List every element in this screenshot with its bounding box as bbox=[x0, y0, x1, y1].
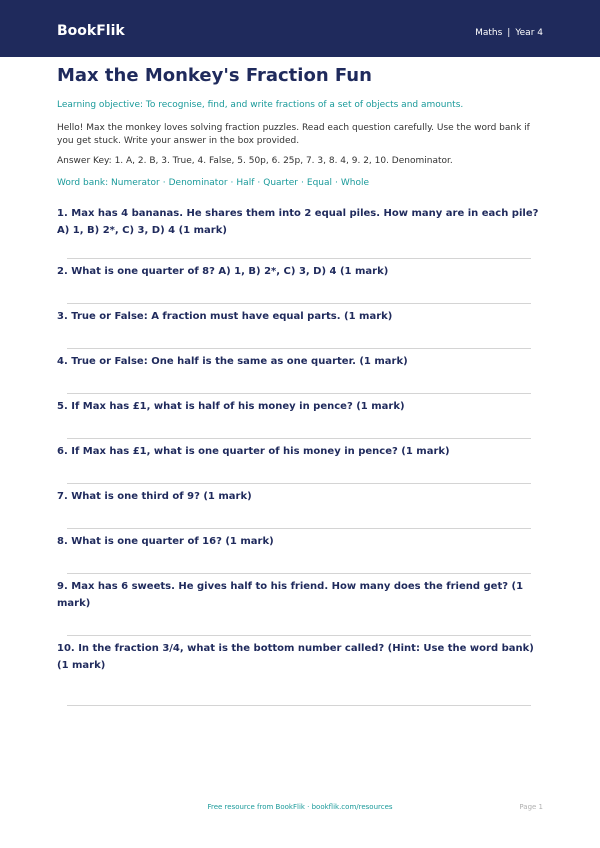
question-item bbox=[57, 488, 543, 529]
question-text: 8. What is one quarter of 16? (1 mark) bbox=[57, 536, 274, 547]
question-text: 2. What is one quarter of 8? A) 1, B) 2*, C) 3, D) 4 (1 mark) bbox=[57, 266, 389, 277]
word-bank-word: Quarter bbox=[263, 178, 299, 188]
subject-label bbox=[475, 28, 543, 38]
word-bank-word: Equal bbox=[306, 178, 333, 188]
question-item bbox=[57, 353, 543, 394]
word-bank-word: Half bbox=[236, 178, 255, 188]
subject-name: Maths bbox=[475, 28, 503, 38]
answer-line[interactable] bbox=[67, 438, 531, 439]
answer-line[interactable] bbox=[67, 348, 531, 349]
header-bar bbox=[0, 0, 600, 57]
word-bank-label: Word bank: bbox=[57, 178, 109, 188]
word-bank-word: Denominator bbox=[168, 178, 228, 188]
answer-line[interactable] bbox=[67, 635, 531, 636]
answer-line[interactable] bbox=[67, 573, 531, 574]
word-bank-separator: · bbox=[335, 178, 338, 188]
brand-logo[interactable]: BookFlik bbox=[57, 23, 125, 39]
question-item bbox=[57, 263, 543, 304]
word-bank-word: Whole bbox=[340, 178, 370, 188]
question-item bbox=[57, 205, 543, 259]
answer-line[interactable] bbox=[67, 705, 531, 706]
question-item bbox=[57, 398, 543, 439]
question-text: 5. If Max has £1, what is half of his money in pence? (1 mark) bbox=[57, 401, 405, 412]
question-item bbox=[57, 308, 543, 349]
question-text: 7. What is one third of 9? (1 mark) bbox=[57, 491, 252, 502]
question-item bbox=[57, 533, 543, 574]
answer-line[interactable] bbox=[67, 393, 531, 394]
answer-key: Answer Key: 1. A, 2. B, 3. True, 4. False, 5. 50p, 6. 25p, 7. 3, 8. 4, 9. 2, 10. Denominator. bbox=[57, 156, 453, 166]
word-bank-separator: · bbox=[230, 178, 234, 188]
question-text: 4. True or False: One half is the same as one quarter. (1 mark) bbox=[57, 356, 408, 367]
word-bank-word: Numerator bbox=[111, 178, 160, 188]
year-label: Year 4 bbox=[515, 28, 543, 38]
learning-objective: Learning objective: To recognise, find, and write fractions of a set of objects and amounts. bbox=[57, 100, 464, 110]
word-bank bbox=[57, 178, 543, 188]
question-text: 9. Max has 6 sweets. He gives half to his friend. How many does the friend get? (1 mark) bbox=[57, 581, 524, 609]
worksheet-content bbox=[57, 64, 543, 706]
page-title: Max the Monkey's Fraction Fun bbox=[57, 65, 372, 86]
question-text: 1. Max has 4 bananas. He shares them into 2 equal piles. How many are in each pile? A) 1, B) 2*, C) 3, D) 4 (1 mark) bbox=[57, 208, 539, 236]
intro-text: Hello! Max the monkey loves solving fraction puzzles. Read each question carefully. Use the word bank if you get stuck. Write your answer in the box provided. bbox=[57, 123, 530, 146]
footer-text[interactable]: Free resource from BookFlik · bookflik.com/resources bbox=[207, 803, 393, 811]
subject-separator: | bbox=[507, 28, 511, 38]
word-bank-separator: · bbox=[162, 178, 166, 188]
answer-line[interactable] bbox=[67, 258, 531, 259]
question-item bbox=[57, 640, 543, 706]
question-list bbox=[57, 205, 543, 706]
answer-line[interactable] bbox=[67, 528, 531, 529]
question-text: 6. If Max has £1, what is one quarter of his money in pence? (1 mark) bbox=[57, 446, 450, 457]
question-item bbox=[57, 578, 543, 636]
page-number: Page 1 bbox=[519, 803, 543, 811]
question-text: 10. In the fraction 3/4, what is the bottom number called? (Hint: Use the word bank) (1 mark) bbox=[57, 643, 534, 671]
answer-line[interactable] bbox=[67, 303, 531, 304]
answer-line[interactable] bbox=[67, 483, 531, 484]
question-item bbox=[57, 443, 543, 484]
word-bank-separator: · bbox=[257, 178, 261, 188]
question-text: 3. True or False: A fraction must have equal parts. (1 mark) bbox=[57, 311, 393, 322]
word-bank-separator: · bbox=[301, 178, 304, 188]
